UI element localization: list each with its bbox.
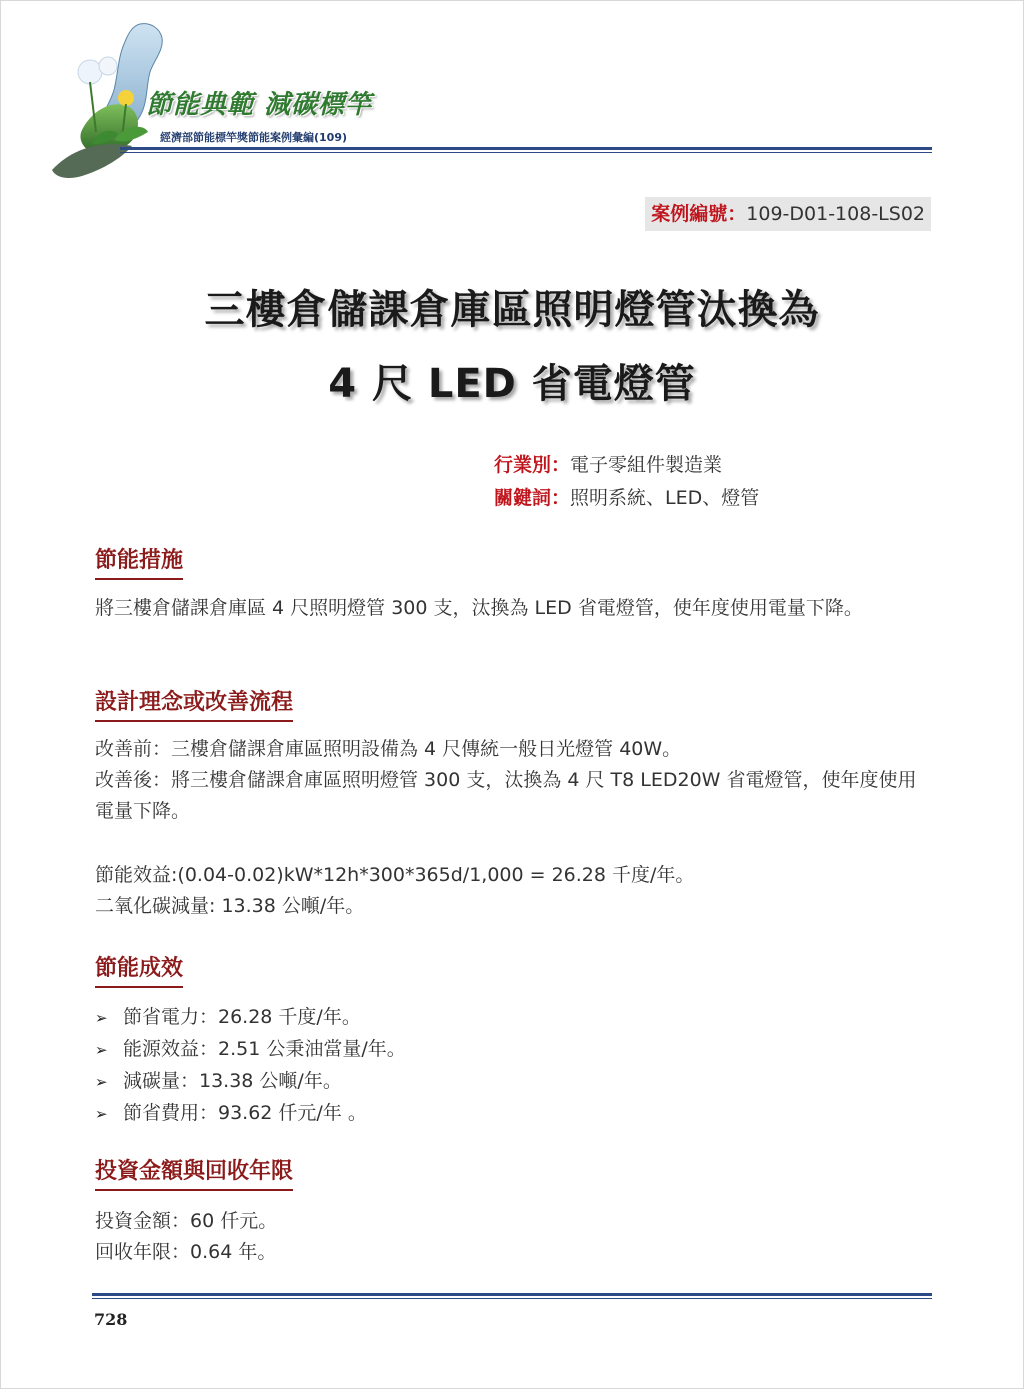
footer-rule-thin (92, 1298, 932, 1299)
heading-results: 節能成效 (95, 951, 183, 988)
list-item (95, 1034, 406, 1066)
header-rule-thin (120, 152, 932, 153)
design-co2: 二氧化碳減量: 13.38 公噸/年。 (95, 895, 365, 917)
list-item (95, 1098, 406, 1130)
industry-row (494, 450, 722, 477)
industry-value: 電子零組件製造業 (570, 454, 723, 476)
list-item (95, 1002, 406, 1034)
investment-payback: 回收年限：0.64 年。 (95, 1241, 277, 1263)
arrow-bullet-icon: ➢ (95, 1105, 108, 1123)
keywords-value: 照明系統、LED、燈管 (570, 487, 760, 509)
header-rule (120, 147, 932, 150)
page-number: 728 (94, 1310, 128, 1329)
case-number-label: 案例編號： (651, 203, 747, 225)
keywords-label: 關鍵詞： (494, 487, 571, 509)
result-item-text: 減碳量：13.38 公噸/年。 (123, 1070, 342, 1092)
case-number-box (645, 197, 931, 231)
arrow-bullet-icon: ➢ (95, 1073, 108, 1091)
heading-design: 設計理念或改善流程 (95, 685, 293, 722)
arrow-bullet-icon: ➢ (95, 1041, 108, 1059)
design-after: 改善後：將三樓倉儲課倉庫區照明燈管 300 支，汰換為 4 尺 T8 LED20W 省電燈管，使年度使用電量下降。 (95, 769, 917, 822)
heading-investment: 投資金額與回收年限 (95, 1154, 293, 1191)
brand-title: 節能典範 減碳標竿 (146, 90, 373, 120)
page-title-line1: 三樓倉儲課倉庫區照明燈管汰換為 (204, 287, 820, 333)
result-item-text: 能源效益：2.51 公秉油當量/年。 (123, 1038, 406, 1060)
result-item-text: 節省電力：26.28 千度/年。 (123, 1006, 361, 1028)
arrow-bullet-icon: ➢ (95, 1009, 108, 1027)
heading-measures: 節能措施 (95, 543, 183, 580)
page-title-line2: 4 尺 LED 省電燈管 (328, 361, 696, 407)
measures-text: 將三樓倉儲課倉庫區 4 尺照明燈管 300 支，汰換為 LED 省電燈管，使年度使用電量下降。 (95, 597, 863, 619)
result-item-text: 節省費用：93.62 仟元/年 。 (123, 1102, 367, 1124)
keywords-row (494, 483, 759, 510)
investment-amount: 投資金額：60 仟元。 (95, 1210, 278, 1232)
footer-rule (92, 1293, 932, 1296)
list-item (95, 1066, 406, 1098)
case-number-value: 109-D01-108-LS02 (746, 203, 925, 225)
design-benefit: 節能效益:(0.04-0.02)kW*12h*300*365d/1,000 = 26.28 千度/年。 (95, 864, 695, 886)
industry-label: 行業別： (494, 454, 571, 476)
brand-subtitle: 經濟部節能標竿獎節能案例彙編(109) (160, 131, 348, 144)
design-before: 改善前：三樓倉儲課倉庫區照明設備為 4 尺傳統一般日光燈管 40W。 (95, 738, 682, 760)
results-list (95, 1002, 406, 1130)
